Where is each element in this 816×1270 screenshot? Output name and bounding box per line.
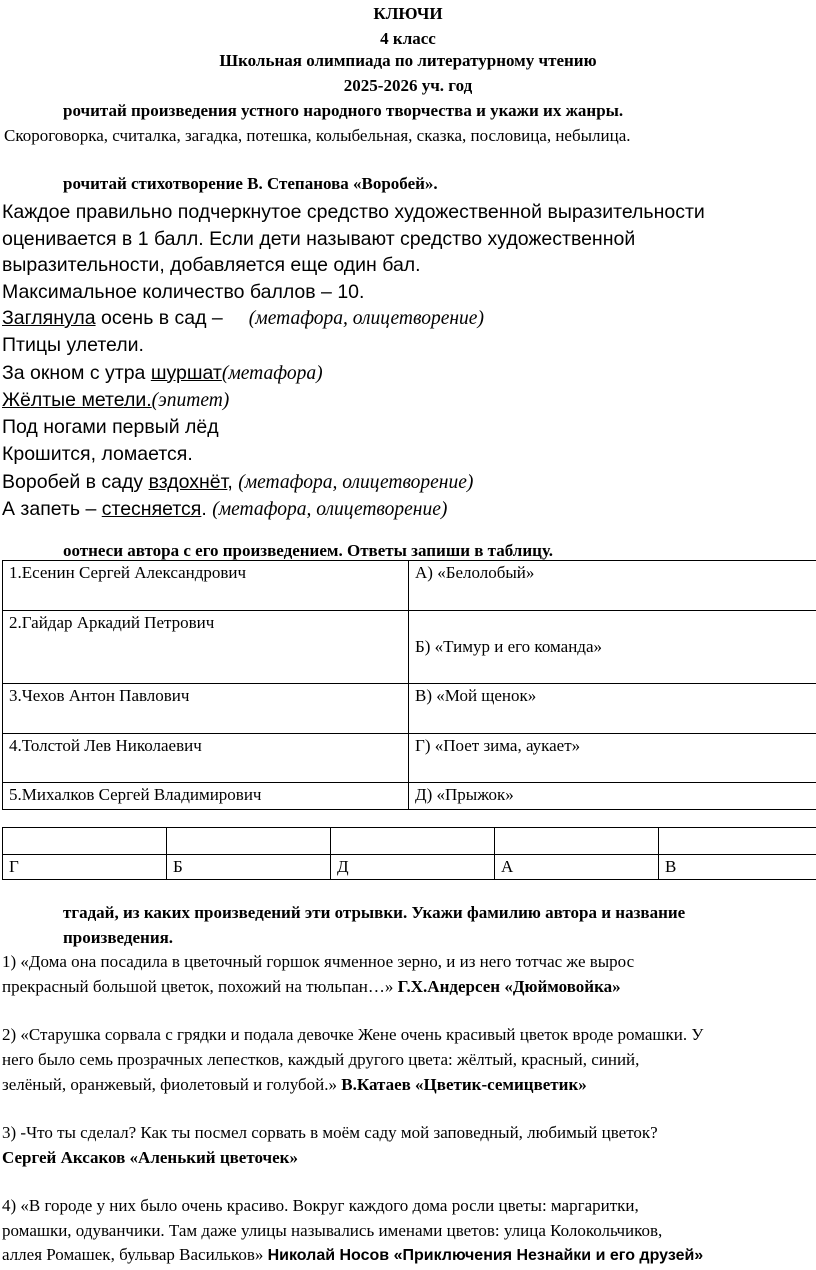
poem-line xyxy=(2,360,484,387)
poem-text: осень в сад – xyxy=(95,307,223,329)
q2-text-end xyxy=(2,1075,587,1095)
poem xyxy=(2,305,484,523)
poem-line xyxy=(2,441,484,468)
olympiad-title: Школьная олимпиада по литературному чтению xyxy=(219,51,597,70)
grade-label: 4 класс xyxy=(380,29,436,48)
table-row xyxy=(3,561,816,611)
work-cell: Д) «Прыжок» xyxy=(409,783,816,810)
work-cell: Б) «Тимур и его команда» xyxy=(409,611,816,684)
task4-heading: тгадай, из каких произведений эти отрывки. Укажи фамилию автора и название xyxy=(63,903,686,922)
table-row xyxy=(3,611,816,684)
q2-answer: В.Катаев «Цветик-семицветик» xyxy=(341,1075,587,1094)
task4-heading-cont: произведения. xyxy=(63,928,174,947)
answer-cell: Г xyxy=(3,855,167,880)
poem-line xyxy=(2,305,484,332)
task3-heading: оотнеси автора с его произведением. Ответы запиши в таблицу. xyxy=(63,541,553,560)
work-cell: В) «Мой щенок» xyxy=(409,684,816,734)
q4-text: 4) «В городе у них было очень красиво. Вокруг каждого дома росли цветы: маргаритки, xyxy=(2,1196,639,1215)
poem-text: За окном с утра xyxy=(2,361,151,384)
author-cell: 2.Гайдар Аркадий Петрович xyxy=(3,611,409,684)
task2-heading: рочитай стихотворение В. Степанова «Воробей». xyxy=(63,174,438,193)
answer-cell: Б xyxy=(167,855,331,880)
q2-quote-end: зелёный, оранжевый, фиолетовый и голубой.» xyxy=(2,1075,338,1094)
poem-line xyxy=(2,469,484,496)
q1-text-cont xyxy=(2,977,621,997)
work-cell: Г) «Поет зима, аукает» xyxy=(409,734,816,783)
q4-text-end xyxy=(2,1245,703,1265)
poem-text: Крошится, ломается. xyxy=(2,443,193,466)
q1-answer: Г.Х.Андерсен «Дюймовойка» xyxy=(397,977,621,996)
doc-title: КЛЮЧИ xyxy=(373,4,443,23)
answer-cell-blank xyxy=(331,828,495,855)
table-row xyxy=(3,734,816,783)
poem-highlight: стесняется xyxy=(101,498,202,521)
author-cell: 3.Чехов Антон Павлович xyxy=(3,684,409,734)
answer-table xyxy=(2,827,816,880)
table-row xyxy=(3,783,816,810)
poem-line xyxy=(2,496,484,523)
answer-cell: А xyxy=(495,855,659,880)
school-year: 2025-2026 уч. год xyxy=(343,76,473,95)
q1-quote-end: прекрасный большой цветок, похожий на тюльпан…» xyxy=(2,977,394,996)
matching-table xyxy=(2,560,816,810)
poem-text: Воробей в саду xyxy=(2,470,149,493)
poem-text: . xyxy=(201,498,213,521)
poem-text: А запеть – xyxy=(2,498,102,521)
poem-line xyxy=(2,332,484,359)
poem-line xyxy=(2,414,484,441)
q2-text: 2) «Старушка сорвала с грядки и подала девочке Жене очень красивый цветок вроде ромашки. У xyxy=(2,1025,704,1044)
answer-cell: Д xyxy=(331,855,495,880)
criteria-line: оценивается в 1 балл. Если дети называют средство художественной xyxy=(2,227,636,250)
poem-line xyxy=(2,387,484,414)
q1-text: 1) «Дома она посадила в цветочный горшок ячменное зерно, и из него тотчас же вырос xyxy=(2,952,635,971)
poem-highlight: Жёлтые метели. xyxy=(2,388,152,411)
task1-heading: рочитай произведения устного народного творчества и укажи их жанры. xyxy=(63,101,624,120)
poem-note: (метафора, олицетворение) xyxy=(238,471,474,493)
poem-text: , xyxy=(227,470,239,493)
poem-highlight: шуршат xyxy=(150,361,222,384)
author-cell: 4.Толстой Лев Николаевич xyxy=(3,734,409,783)
poem-note: (метафора, олицетворение) xyxy=(248,308,484,329)
poem-highlight: Заглянула xyxy=(2,307,96,329)
table-row xyxy=(3,855,816,880)
task1-answer: Скороговорка, считалка, загадка, потешка, колыбельная, сказка, пословица, небылица. xyxy=(4,126,631,145)
q4-text-cont: ромашки, одуванчики. Там даже улицы назывались именами цветов: улица Колокольчиков, xyxy=(2,1221,663,1240)
q3-text: 3) -Что ты сделал? Как ты посмел сорвать в моём саду мой заповедный, любимый цветок? xyxy=(2,1123,658,1142)
answer-cell: В xyxy=(659,855,816,880)
poem-highlight: вздохнёт xyxy=(148,470,228,493)
answer-cell-blank xyxy=(3,828,167,855)
poem-note: (эпитет) xyxy=(151,389,230,411)
q3-answer: Сергей Аксаков «Аленький цветочек» xyxy=(2,1148,298,1167)
author-cell: 1.Есенин Сергей Александрович xyxy=(3,561,409,611)
poem-text: Под ногами первый лёд xyxy=(2,416,219,439)
work-cell: А) «Белолобый» xyxy=(409,561,816,611)
answer-cell-blank xyxy=(167,828,331,855)
q4-answer: Николай Носов «Приключения Незнайки и его друзей» xyxy=(267,1247,704,1264)
poem-text: Птицы улетели. xyxy=(2,334,144,357)
criteria-line: выразительности, добавляется еще один бал. xyxy=(2,254,421,276)
q2-text-cont: него было семь прозрачных лепестков, каждый другого цвета: жёлтый, красный, синий, xyxy=(2,1050,640,1069)
criteria-line: Каждое правильно подчеркнутое средство художественной выразительности xyxy=(2,201,705,223)
table-row xyxy=(3,684,816,734)
task2-criteria xyxy=(2,199,705,305)
author-cell: 5.Михалков Сергей Владимирович xyxy=(3,783,409,810)
poem-note: (метафора) xyxy=(221,362,323,384)
criteria-line: Максимальное количество баллов – 10. xyxy=(2,280,365,303)
answer-cell-blank xyxy=(659,828,816,855)
answer-cell-blank xyxy=(495,828,659,855)
poem-note: (метафора, олицетворение) xyxy=(212,499,448,521)
q4-quote-end: аллея Ромашек, бульвар Васильков» xyxy=(2,1245,264,1264)
table-row xyxy=(3,828,816,855)
